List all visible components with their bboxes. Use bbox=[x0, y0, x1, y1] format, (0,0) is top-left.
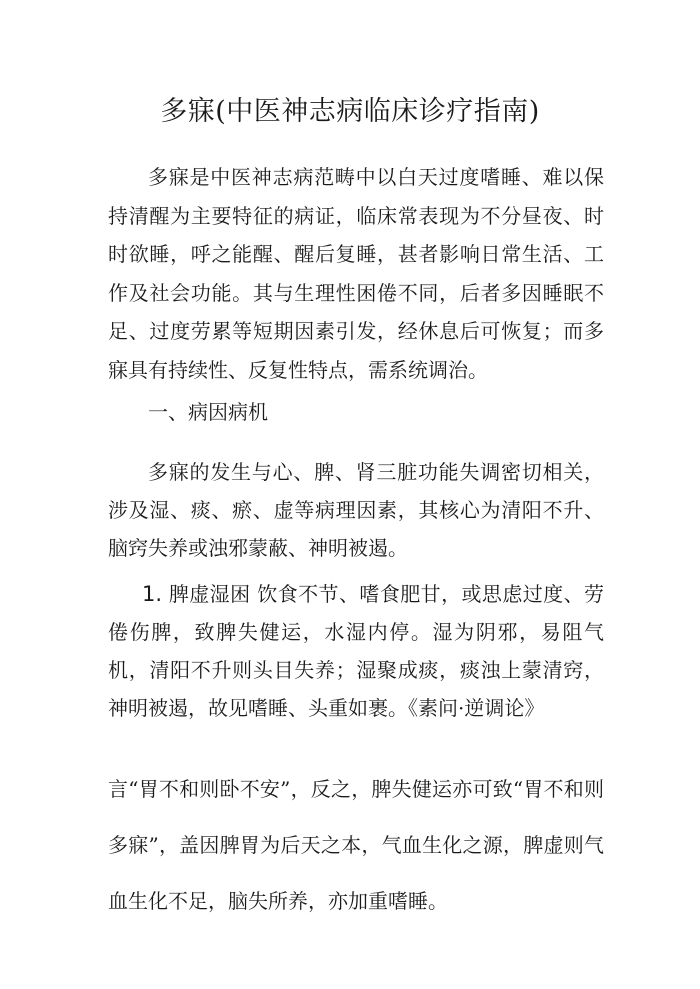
item-1-heading: 脾虚湿困 bbox=[168, 582, 251, 606]
item-1-number: 1. bbox=[142, 582, 163, 606]
document-title: 多寐(中医神志病临床诊疗指南) bbox=[160, 96, 540, 127]
item-1-paragraph bbox=[108, 575, 604, 727]
intro-paragraph: 多寐是中医神志病范畴中以白天过度嗜睡、难以保持清醒为主要特征的病证，临床常表现为不分昼夜、时时欲睡，呼之能醒、醒后复睡，甚者影响日常生活、工作及社会功能。其与生理性困倦不同，后者多因睡眠不足、过度劳累等短期因素引发，经休息后可恢复；而多寐具有持续性、反复性特点，需系统调治。 bbox=[108, 165, 604, 382]
item-1-text-a: 饮食不节、嗜食肥甘，或思虑过度、劳倦伤脾，致脾失健运，水湿内停。湿为阴邪，易阻气机，清阳不升则头目失养；湿聚成痰，痰浊上蒙清窍，神明被遏，故见嗜睡、头重如裹。《素问·逆调论》 bbox=[108, 582, 605, 720]
item-1-continuation: 言“胃不和则卧不安”，反之，脾失健运亦可致“胃不和则多寐”，盖因脾胃为后天之本，气血生化之源，脾虚则气血生化不足，脑失所养，亦加重嗜睡。 bbox=[108, 777, 604, 913]
cause-overview-paragraph: 多寐的发生与心、脾、肾三脏功能失调密切相关，涉及湿、痰、瘀、虚等病理因素，其核心为清阳不升、脑窍失养或浊邪蒙蔽、神明被遏。 bbox=[108, 460, 604, 560]
section-heading: 一、病因病机 bbox=[148, 400, 268, 424]
